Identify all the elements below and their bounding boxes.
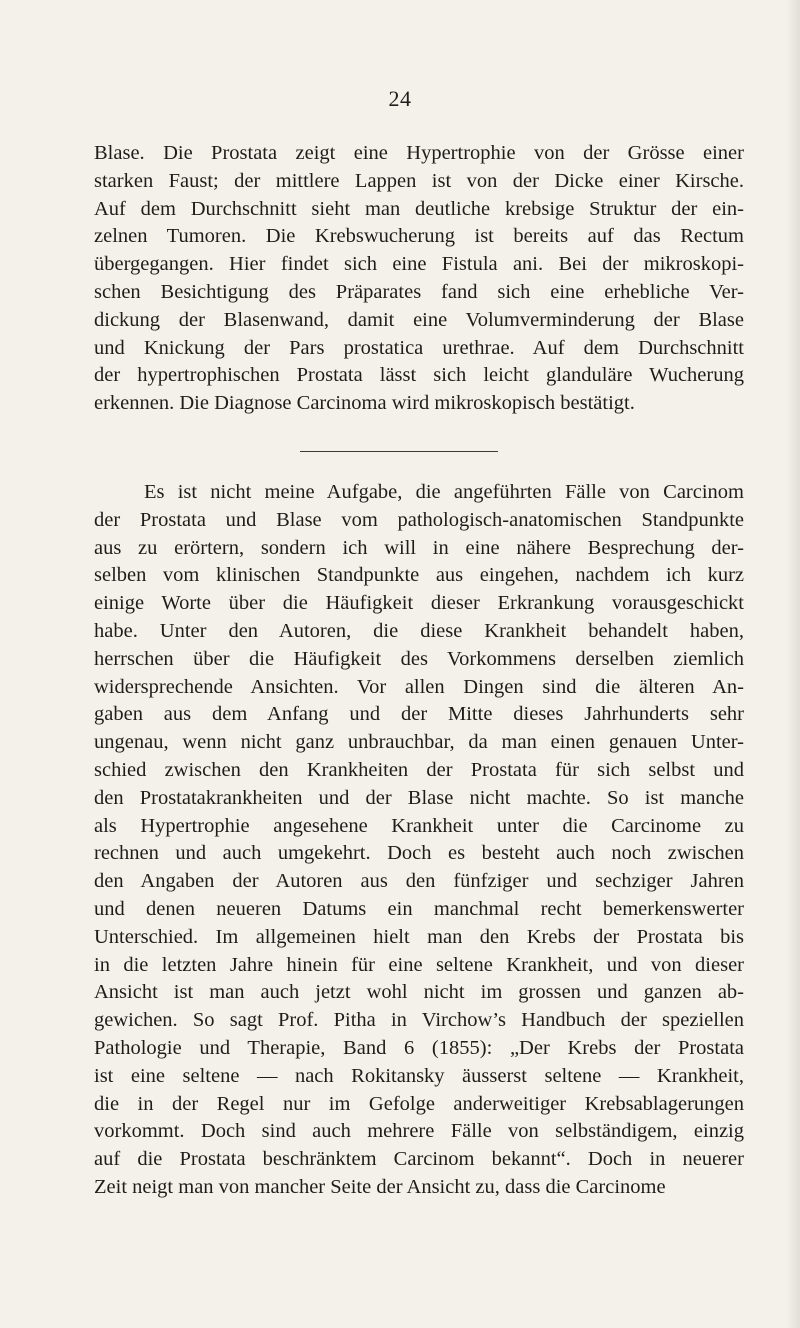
text-line: die in der Regel nur im Gefolge anderweitiger Krebsablagerungen	[94, 1092, 744, 1115]
text-line: aus zu erörtern, sondern ich will in eine nähere Besprechung der-	[94, 536, 744, 559]
text-line: Ansicht ist man auch jetzt wohl nicht im grossen und ganzen ab-	[94, 981, 744, 1004]
text-line: und Knickung der Pars prostatica urethrae. Auf dem Durchschnitt	[94, 336, 744, 359]
text-line: Pathologie und Therapie, Band 6 (1855): „Der Krebs der Prostata	[94, 1036, 744, 1059]
text-line: schen Besichtigung des Präparates fand sich eine erhebliche Ver-	[94, 280, 744, 303]
text-line: Zeit neigt man von mancher Seite der Ansicht zu, dass die Carcinome	[94, 1175, 666, 1198]
text-line: starken Faust; der mittlere Lappen ist von der Dicke einer Kirsche.	[94, 169, 744, 192]
text-line: der Prostata und Blase vom pathologisch-anatomischen Standpunkte	[94, 508, 744, 531]
text-line: ungenau, wenn nicht ganz unbrauchbar, da man einen genauen Unter-	[94, 731, 744, 754]
text-line: den Angaben der Autoren aus den fünfziger und sechziger Jahren	[94, 870, 744, 893]
paragraph-case-report	[94, 140, 744, 418]
text-line: gewichen. So sagt Prof. Pitha in Virchow’s Handbuch der speziellen	[94, 1009, 744, 1032]
text-line: als Hypertrophie angesehene Krankheit unter die Carcinome zu	[94, 814, 744, 837]
text-line: selben vom klinischen Standpunkte aus eingehen, nachdem ich kurz	[94, 564, 744, 587]
text-line: schied zwischen den Krankheiten der Prostata für sich selbst und	[94, 758, 744, 781]
text-line: Unterschied. Im allgemeinen hielt man den Krebs der Prostata bis	[94, 925, 744, 948]
text-line: habe. Unter den Autoren, die diese Krankheit behandelt haben,	[94, 619, 744, 642]
text-line: gaben aus dem Anfang und der Mitte dieses Jahrhunderts sehr	[94, 703, 744, 726]
page-edge-shadow	[786, 0, 800, 1328]
text-line: auf die Prostata beschränktem Carcinom bekannt“. Doch in neuerer	[94, 1148, 744, 1171]
page-number: 24	[388, 86, 412, 111]
text-line: in die letzten Jahre hinein für eine seltene Krankheit, und von dieser	[94, 953, 744, 976]
text-line: Auf dem Durchschnitt sieht man deutliche krebsige Struktur der ein-	[94, 197, 744, 220]
section-divider	[300, 451, 498, 452]
text-line: rechnen und auch umgekehrt. Doch es besteht auch noch zwischen	[94, 842, 744, 865]
text-line: übergegangen. Hier findet sich eine Fistula ani. Bei der mikroskopi-	[94, 253, 744, 276]
text-line: und denen neueren Datums ein manchmal recht bemerkenswerter	[94, 897, 744, 920]
text-line: erkennen. Die Diagnose Carcinoma wird mikroskopisch bestätigt.	[94, 392, 635, 415]
text-line: Blase. Die Prostata zeigt eine Hypertrophie von der Grösse einer	[94, 142, 744, 164]
text-line: der hypertrophischen Prostata lässt sich leicht glanduläre Wucherung	[94, 364, 744, 387]
text-line: zelnen Tumoren. Die Krebswucherung ist bereits auf das Rectum	[94, 225, 744, 248]
text-line: herrschen über die Häufigkeit des Vorkommens derselben ziemlich	[94, 647, 744, 670]
text-line: Es ist nicht meine Aufgabe, die angeführten Fälle von Carcinom	[144, 481, 744, 503]
paragraph-discussion	[94, 479, 744, 1202]
text-line: den Prostatakrankheiten und der Blase nicht machte. So ist manche	[94, 786, 744, 809]
text-line: ist eine seltene — nach Rokitansky äusserst seltene — Krankheit,	[94, 1064, 744, 1087]
text-line: vorkommt. Doch sind auch mehrere Fälle von selbständigem, einzig	[94, 1120, 744, 1143]
text-line: widersprechende Ansichten. Vor allen Dingen sind die älteren An-	[94, 675, 744, 698]
text-line: einige Worte über die Häufigkeit dieser Erkrankung vorausgeschickt	[94, 592, 744, 615]
text-line: dickung der Blasenwand, damit eine Volumverminderung der Blase	[94, 308, 744, 331]
